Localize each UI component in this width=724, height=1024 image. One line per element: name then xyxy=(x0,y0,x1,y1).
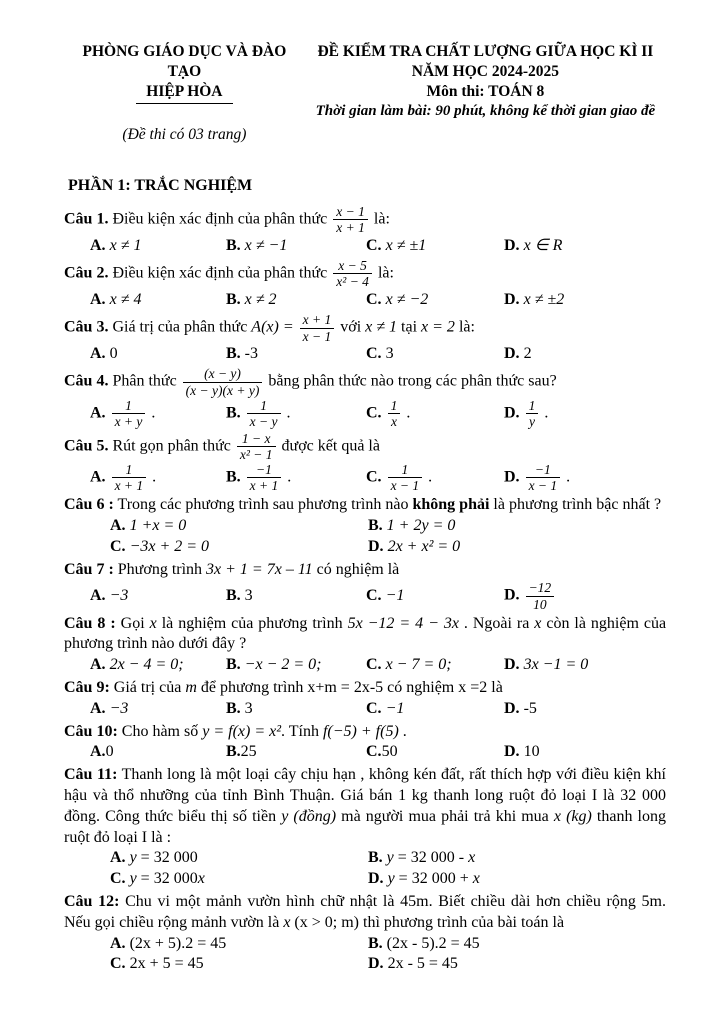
text-segment: x ≠ 4 xyxy=(105,290,142,308)
question-statement xyxy=(64,312,666,343)
text-segment: x ≠ 1 xyxy=(105,236,142,254)
question xyxy=(64,258,666,310)
question xyxy=(64,678,666,720)
text-segment: 3 xyxy=(240,699,253,717)
fraction xyxy=(110,462,149,493)
fraction-numerator: 1 xyxy=(247,398,281,414)
answer-option xyxy=(368,516,666,537)
text-segment: . xyxy=(282,403,291,421)
exam-header xyxy=(64,42,666,146)
fraction-numerator: −12 xyxy=(526,580,555,596)
text-segment: . xyxy=(540,403,549,421)
fraction-numerator: (x − y) xyxy=(183,366,263,382)
fraction xyxy=(245,398,283,429)
text-segment: x ≠ 2 xyxy=(240,290,277,308)
text-segment: f(−5) + f(5) xyxy=(322,722,399,740)
answer-option xyxy=(366,586,504,607)
answer-option xyxy=(226,586,366,607)
option-label: C. xyxy=(366,743,382,761)
answer-option xyxy=(504,290,666,311)
option-label: C. xyxy=(110,537,126,555)
question xyxy=(64,204,666,256)
text-segment: là: xyxy=(369,210,390,228)
text-segment: x xyxy=(534,614,542,632)
answer-options xyxy=(64,516,666,558)
answer-option xyxy=(504,699,666,720)
question-statement xyxy=(64,678,666,699)
answer-option xyxy=(366,742,504,763)
question-label: Câu 9: xyxy=(64,679,110,697)
text-segment: 25 xyxy=(240,743,257,761)
answer-option xyxy=(366,344,504,365)
option-label: D. xyxy=(504,290,520,308)
text-segment: . xyxy=(147,403,156,421)
answer-option xyxy=(504,398,666,429)
option-label: B. xyxy=(226,656,241,674)
question xyxy=(64,431,666,493)
fraction-numerator: 1 − x xyxy=(237,431,276,447)
answer-option xyxy=(226,462,366,493)
text-segment: x ≠ −2 xyxy=(381,290,429,308)
text-segment: 5x −12 = 4 − 3x xyxy=(347,614,459,632)
answer-option xyxy=(368,848,666,869)
fraction xyxy=(298,312,337,343)
answer-options xyxy=(64,398,666,429)
fraction-denominator: x − 1 xyxy=(390,478,420,494)
question-label: Câu 2. xyxy=(64,264,109,282)
question-statement xyxy=(64,366,666,397)
answer-option xyxy=(110,848,368,869)
answer-option xyxy=(90,742,226,763)
answer-option xyxy=(366,699,504,720)
fraction-denominator: x − y xyxy=(249,413,278,429)
text-segment: 3 xyxy=(381,344,394,362)
text-segment: −3 xyxy=(105,699,129,717)
question xyxy=(64,722,666,764)
answer-option xyxy=(226,398,366,429)
option-label: D. xyxy=(504,586,520,604)
text-segment: . xyxy=(424,468,433,486)
text-segment: y xyxy=(125,849,137,867)
answer-options xyxy=(64,290,666,311)
question-statement xyxy=(64,722,666,743)
answer-option xyxy=(90,699,226,720)
fraction-numerator: 1 xyxy=(112,398,146,414)
question-label: Câu 11: xyxy=(64,766,118,784)
option-label: B. xyxy=(226,586,241,604)
question-statement xyxy=(64,892,666,934)
text-segment: -3 xyxy=(240,344,258,362)
text-segment: y xyxy=(125,870,137,888)
text-segment: còn là nghiệm của phương trình nào dưới đây ? xyxy=(64,614,667,653)
option-label: A. xyxy=(90,656,106,674)
answer-options xyxy=(64,344,666,365)
text-segment: 10 xyxy=(519,743,540,761)
fraction-denominator: 10 xyxy=(533,596,547,612)
text-segment: 3x + 1 = 7x – 11 xyxy=(206,560,313,578)
fraction xyxy=(386,462,425,493)
fraction-numerator: −1 xyxy=(247,462,282,478)
text-segment: 0 xyxy=(105,344,118,362)
question-label: Câu 12: xyxy=(64,893,120,911)
text-segment: x xyxy=(472,870,480,888)
text-segment: 3 xyxy=(240,586,253,604)
question-statement xyxy=(64,204,666,235)
question-label: Câu 10: xyxy=(64,722,118,740)
question-statement xyxy=(64,495,666,516)
fraction-numerator: x + 1 xyxy=(300,312,335,328)
question-label: Câu 6 : xyxy=(64,496,114,514)
answer-options xyxy=(64,655,666,676)
question xyxy=(64,892,666,975)
option-label: D. xyxy=(504,403,520,421)
option-label: C. xyxy=(110,870,126,888)
answer-option xyxy=(110,869,368,890)
text-segment: x xyxy=(149,614,157,632)
option-label: D. xyxy=(368,870,384,888)
option-label: B. xyxy=(226,699,241,717)
district-name-text: HIỆP HÒA xyxy=(136,82,232,104)
district-name xyxy=(64,82,305,104)
option-label: B. xyxy=(226,468,241,486)
text-segment: x ≠ 1 xyxy=(365,318,398,336)
fraction xyxy=(524,580,557,611)
school-year: NĂM HỌC 2024-2025 xyxy=(411,63,560,81)
question xyxy=(64,560,666,612)
text-segment: x xyxy=(197,870,205,888)
text-segment: y (đồng) xyxy=(281,807,337,825)
fraction xyxy=(110,398,148,429)
questions xyxy=(64,204,666,975)
answer-option xyxy=(366,462,504,493)
answer-option xyxy=(90,344,226,365)
text-segment: 2x + 5 = 45 xyxy=(125,955,204,973)
text-segment: Phương trình xyxy=(113,560,207,578)
fraction-numerator: x − 1 xyxy=(333,204,368,220)
option-label: A. xyxy=(90,344,106,362)
fraction-numerator: 1 xyxy=(388,398,401,414)
text-segment: với xyxy=(336,318,366,336)
question-label: Câu 1. xyxy=(64,210,109,228)
fraction-denominator: x − 1 xyxy=(528,478,558,494)
option-label: D. xyxy=(504,236,520,254)
answer-option xyxy=(366,290,504,311)
option-label: B. xyxy=(226,743,241,761)
fraction-numerator: 1 xyxy=(526,398,539,414)
answer-option xyxy=(368,954,666,975)
text-segment: −3x + 2 = 0 xyxy=(125,537,210,555)
header-right xyxy=(305,42,666,146)
exam-pages-note: (Đề thi có 03 trang) xyxy=(122,126,247,144)
text-segment: x xyxy=(283,913,291,931)
text-segment: tại xyxy=(397,318,422,336)
answer-option xyxy=(110,954,368,975)
answer-option xyxy=(110,934,368,955)
text-segment: . xyxy=(562,468,571,486)
option-label: D. xyxy=(504,468,520,486)
answer-option xyxy=(226,655,366,676)
option-label: A. xyxy=(90,403,106,421)
text-segment: x − 7 = 0; xyxy=(381,656,452,674)
question-statement xyxy=(64,258,666,289)
option-label: C. xyxy=(366,290,382,308)
fraction xyxy=(235,431,278,462)
answer-options xyxy=(64,934,666,976)
text-segment: (2x + 5).2 = 45 xyxy=(125,934,227,952)
option-label: A. xyxy=(90,468,106,486)
option-label: A. xyxy=(110,517,126,535)
option-label: D. xyxy=(504,344,520,362)
text-segment: bằng phân thức nào trong các phân thức sau? xyxy=(264,372,557,390)
text-segment: x ≠ −1 xyxy=(240,236,288,254)
subject-line: Môn thi: TOÁN 8 xyxy=(426,83,545,101)
fraction xyxy=(524,462,563,493)
text-segment: 2x − 4 = 0; xyxy=(105,656,184,674)
answer-option xyxy=(504,580,666,611)
text-segment: . Ngoài ra xyxy=(458,614,535,632)
answer-option xyxy=(90,586,226,607)
text-segment: (x > 0; m) thì phương trình của bài toán là xyxy=(290,913,565,931)
answer-option xyxy=(504,462,666,493)
option-label: D. xyxy=(368,537,384,555)
question-label: Câu 7 : xyxy=(64,560,114,578)
question-label: Câu 4. xyxy=(64,372,109,390)
option-label: A. xyxy=(110,934,126,952)
text-segment: 2 xyxy=(519,344,532,362)
text-segment: y = f(x) = x² xyxy=(202,722,282,740)
question-label: Câu 5. xyxy=(64,437,109,455)
answer-option xyxy=(368,869,666,890)
text-segment: y xyxy=(382,849,394,867)
text-segment: = 32 000 xyxy=(136,849,198,867)
fraction-numerator: 1 xyxy=(388,462,423,478)
answer-option xyxy=(366,236,504,257)
answer-option xyxy=(110,516,368,537)
option-label: A. xyxy=(90,290,106,308)
text-segment: mà người mua phải trả khi mua xyxy=(336,807,554,825)
answer-option xyxy=(366,398,504,429)
text-segment: Trong các phương trình sau phương trình nào xyxy=(113,496,413,514)
text-segment: không phải xyxy=(412,496,490,514)
text-segment: (2x - 5).2 = 45 xyxy=(382,934,480,952)
text-segment: . Tính xyxy=(281,722,323,740)
text-segment: thanh long ruột đỏ loại I là : xyxy=(64,807,667,846)
fraction-denominator: x + 1 xyxy=(114,478,144,494)
text-segment: Điều kiện xác định của phân thức xyxy=(108,210,332,228)
option-label: C. xyxy=(366,586,382,604)
answer-option xyxy=(226,742,366,763)
answer-option xyxy=(226,699,366,720)
fraction-denominator: y xyxy=(528,413,535,429)
option-label: C. xyxy=(366,656,382,674)
section-title: PHẦN 1: TRẮC NGHIỆM xyxy=(68,176,253,194)
answer-options xyxy=(64,462,666,493)
text-segment: . xyxy=(148,468,157,486)
answer-option xyxy=(90,236,226,257)
option-label: B. xyxy=(226,236,241,254)
text-segment: 1 +x = 0 xyxy=(125,517,187,535)
text-segment: Chu vi một mảnh vườn hình chữ nhật là 45m. Biết chiều dài hơn chiều rộng 5m. Nếu gọi chiều rộng mảnh vườn là xyxy=(64,893,667,931)
option-label: D. xyxy=(504,743,520,761)
question-statement xyxy=(64,765,666,848)
answer-option xyxy=(90,290,226,311)
text-segment: Rút gọn phân thức xyxy=(108,437,235,455)
fraction-denominator: x² − 1 xyxy=(239,446,273,462)
answer-option xyxy=(226,344,366,365)
text-segment: 3x −1 = 0 xyxy=(519,656,589,674)
answer-options xyxy=(64,699,666,720)
text-segment: 2x + x² = 0 xyxy=(383,537,461,555)
option-label: B. xyxy=(226,290,241,308)
fraction-denominator: (x − y)(x + y) xyxy=(185,382,260,398)
option-label: D. xyxy=(504,699,520,717)
answer-option xyxy=(90,655,226,676)
fraction xyxy=(181,366,265,397)
option-label: A. xyxy=(90,236,106,254)
text-segment: có nghiệm là xyxy=(312,560,400,578)
answer-option xyxy=(90,462,226,493)
text-segment: 2x - 5 = 45 xyxy=(383,955,458,973)
question-statement xyxy=(64,614,666,656)
text-segment: 50 xyxy=(381,743,398,761)
answer-option xyxy=(110,537,368,558)
question xyxy=(64,614,666,676)
answer-option xyxy=(90,398,226,429)
answer-option xyxy=(226,236,366,257)
text-segment: x xyxy=(468,849,476,867)
text-segment: x ≠ ±2 xyxy=(519,290,565,308)
answer-option xyxy=(504,655,666,676)
answer-options xyxy=(64,236,666,257)
text-segment: Điều kiện xác định của phân thức xyxy=(108,264,332,282)
text-segment: 0 xyxy=(105,743,114,761)
department-name: PHÒNG GIÁO DỤC VÀ ĐÀO TẠO xyxy=(82,43,287,81)
option-label: C. xyxy=(366,403,382,421)
text-segment: Thanh long là một loại cây chịu hạn , không kén đất, rất thích hợp với điều kiện khí hậu và thổ nhưỡng của tỉnh Bình Thuận. Giá bán 1 kg thanh long ruột đỏ loại I là 32 000 đồng. Công thức biểu thị số tiền xyxy=(64,766,666,825)
header-left xyxy=(64,42,305,146)
text-segment: x (kg) xyxy=(553,807,592,825)
text-segment: Giá trị của xyxy=(109,679,186,697)
answer-options xyxy=(64,580,666,611)
text-segment: x ≠ ±1 xyxy=(381,236,427,254)
text-segment: -5 xyxy=(519,699,537,717)
option-label: C. xyxy=(366,699,382,717)
fraction xyxy=(245,462,284,493)
option-label: C. xyxy=(366,468,382,486)
text-segment: x = 2 xyxy=(421,318,455,336)
question xyxy=(64,765,666,890)
text-segment: Giá trị của phân thức xyxy=(108,318,252,336)
option-label: C. xyxy=(366,236,382,254)
text-segment: Gọi xyxy=(115,614,150,632)
answer-option xyxy=(366,655,504,676)
text-segment: −3 xyxy=(105,586,129,604)
text-segment: = 32 000 - xyxy=(393,849,469,867)
question xyxy=(64,495,666,557)
answer-option xyxy=(368,537,666,558)
text-segment: . xyxy=(402,403,411,421)
text-segment: được kết quả là xyxy=(277,437,380,455)
question-statement xyxy=(64,431,666,462)
question-label: Câu 8 : xyxy=(64,614,116,632)
question xyxy=(64,312,666,364)
option-label: B. xyxy=(368,517,383,535)
text-segment: Cho hàm số xyxy=(117,722,203,740)
text-segment: −1 xyxy=(381,586,405,604)
fraction-denominator: x + y xyxy=(114,413,143,429)
text-segment: là: xyxy=(373,264,394,282)
option-label: C. xyxy=(110,955,126,973)
answer-options xyxy=(64,742,666,763)
option-label: A. xyxy=(110,849,126,867)
answer-option xyxy=(504,236,666,257)
option-label: C. xyxy=(366,344,382,362)
answer-option xyxy=(226,290,366,311)
text-segment: là: xyxy=(454,318,475,336)
fraction-denominator: x² − 4 xyxy=(336,274,369,290)
option-label: A. xyxy=(90,743,106,761)
option-label: A. xyxy=(90,699,106,717)
text-segment: để phương trình x+m = 2x-5 có nghiệm x =2 là xyxy=(196,679,503,697)
text-segment: −1 xyxy=(381,699,405,717)
text-segment: 1 + 2y = 0 xyxy=(382,517,456,535)
question-label: Câu 3. xyxy=(64,318,109,336)
fraction xyxy=(331,258,374,289)
text-segment: là phương trình bậc nhất ? xyxy=(489,496,662,514)
text-segment: m xyxy=(185,679,197,697)
text-segment: là nghiệm của phương trình xyxy=(156,614,348,632)
question xyxy=(64,366,666,428)
option-label: D. xyxy=(368,955,384,973)
option-label: B. xyxy=(368,849,383,867)
text-segment: = 32 000 xyxy=(136,870,198,888)
fraction-numerator: x − 5 xyxy=(333,258,372,274)
answer-option xyxy=(368,934,666,955)
text-segment: . xyxy=(283,468,292,486)
text-segment: y xyxy=(383,870,395,888)
fraction-denominator: x + 1 xyxy=(336,220,365,236)
option-label: A. xyxy=(90,586,106,604)
option-label: B. xyxy=(368,934,383,952)
option-label: B. xyxy=(226,403,241,421)
fraction-numerator: 1 xyxy=(112,462,147,478)
text-segment: A(x) = xyxy=(251,318,298,336)
fraction-denominator: x + 1 xyxy=(249,478,279,494)
fraction xyxy=(524,398,541,429)
text-segment: . xyxy=(398,722,407,740)
text-segment: −x − 2 = 0; xyxy=(240,656,322,674)
answer-options xyxy=(64,848,666,890)
option-label: D. xyxy=(504,656,520,674)
duration-line: Thời gian làm bài: 90 phút, không kể thời gian giao đề xyxy=(315,103,656,120)
fraction xyxy=(386,398,403,429)
text-segment: = 32 000 + xyxy=(394,870,473,888)
fraction-denominator: x xyxy=(390,413,397,429)
fraction-numerator: −1 xyxy=(526,462,561,478)
exam-title: ĐỀ KIỂM TRA CHẤT LƯỢNG GIỮA HỌC KÌ II xyxy=(317,43,654,60)
question-statement xyxy=(64,560,666,581)
text-segment: x ∈ R xyxy=(519,236,563,254)
text-segment: Phân thức xyxy=(108,372,181,390)
fraction-denominator: x − 1 xyxy=(302,328,332,344)
option-label: B. xyxy=(226,344,241,362)
fraction xyxy=(331,204,370,235)
answer-option xyxy=(504,742,666,763)
answer-option xyxy=(504,344,666,365)
